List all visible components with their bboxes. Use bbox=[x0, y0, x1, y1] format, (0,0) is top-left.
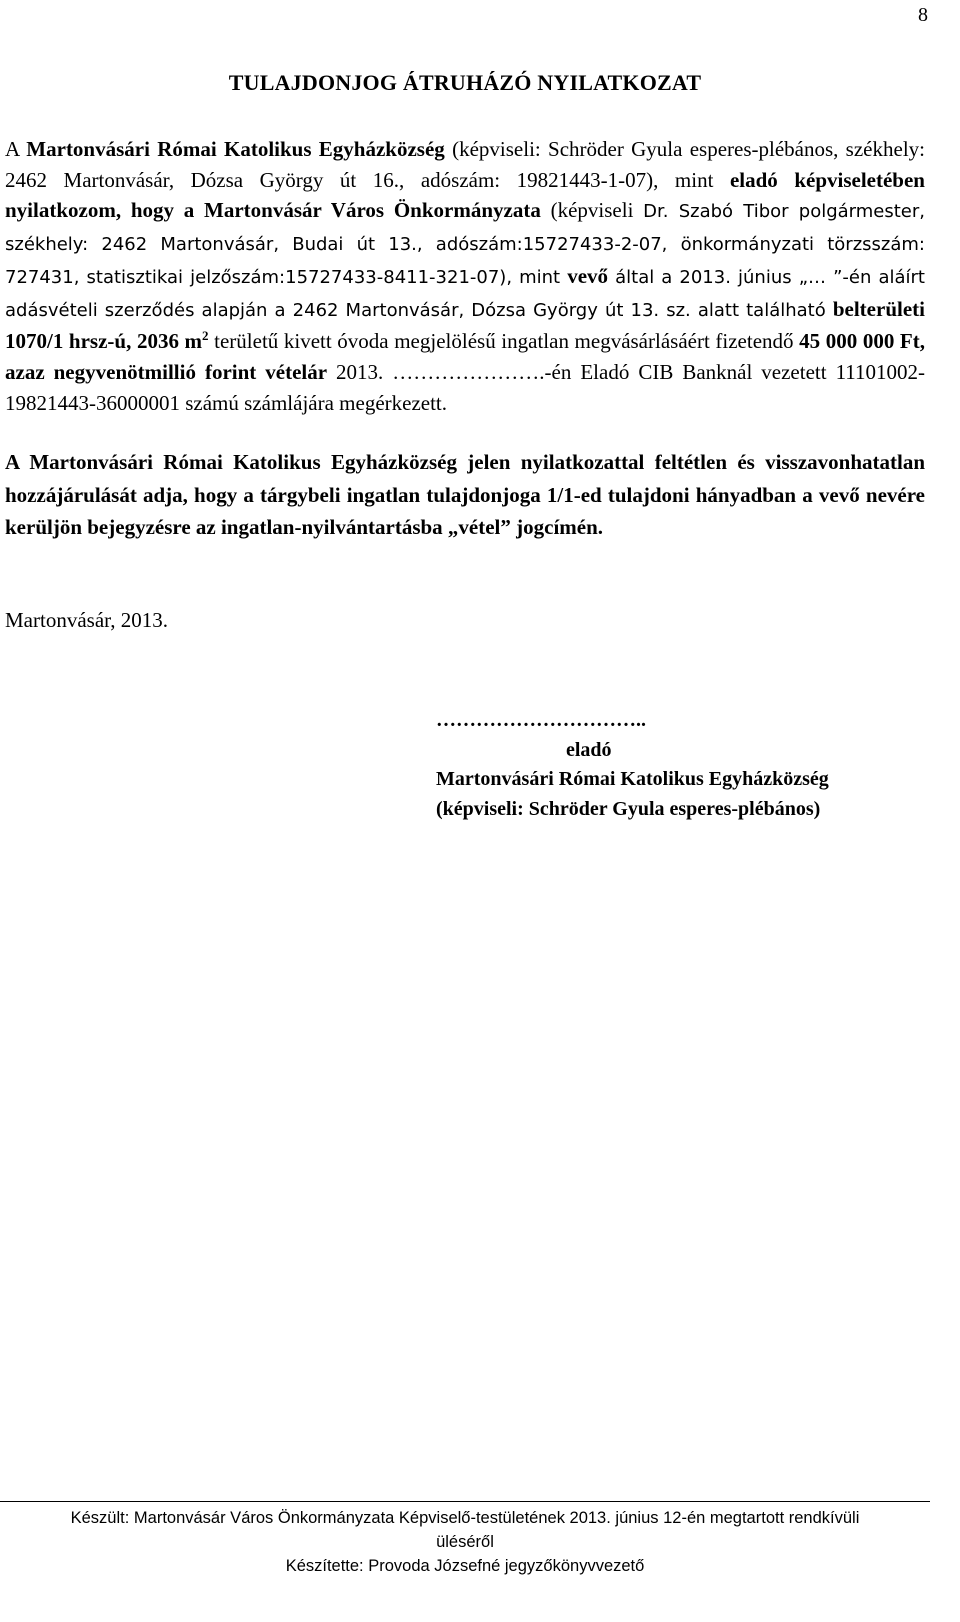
payment-details: 2013. ………………….-én Eladó CIB Banknál vezetett 11101002-19821443-36000001 számú számlájára megérkezett. bbox=[5, 359, 926, 415]
footer-line: Készítette: Provoda Józsefné jegyzőkönyvvezető bbox=[285, 1557, 645, 1575]
signature-name: Martonvásári Római Katolikus Egyházközség bbox=[436, 768, 829, 790]
signature-block bbox=[436, 706, 936, 824]
buyer-details: Dr. Szabó Tibor polgármester, székhely: 2462 Martonvásár, Budai út 13., adószám:15727433-2-07, önkormányzati törzsszám: 727431, statisztikai jelzőszám:15727433-8411-321-07), mint bbox=[5, 201, 925, 288]
place-date: Martonvásár, 2013. bbox=[5, 608, 169, 632]
purchase-price: 45 000 000 Ft, azaz negyvenötmillió forint vételár bbox=[5, 329, 925, 384]
seller-statement: eladó képviseletében nyilatkozom, hogy a Martonvásár Város Önkormányzata bbox=[5, 167, 925, 223]
footer-line: üléséről bbox=[436, 1533, 494, 1551]
paragraph-consent: A Martonvásári Római Katolikus Egyházközség jelen nyilatkozattal feltétlen és visszavonhatatlan hozzájárulását adja, hogy a tárgybeli ingatlan tulajdonjoga 1/1-ed tulajdoni hányadban a vevő nevére kerüljön bejegyzésre az ingatlan-nyilvántartásba „vétel” jogcímén. bbox=[5, 450, 925, 540]
footer-line: Készült: Martonvásár Város Önkormányzata Képviselő-testületének 2013. június 12-én megtartott rendkívüli bbox=[70, 1509, 860, 1527]
text-run: A bbox=[5, 137, 27, 161]
property-details: belterületi 1070/1 hrsz-ú, 2036 m bbox=[5, 296, 925, 354]
parish-name: Martonvásári Római Katolikus Egyházközség bbox=[26, 137, 445, 161]
page-footer bbox=[0, 1501, 930, 1622]
text-run: területű kivett óvoda megjelölésű ingatlan megvásárlásáért fizetendő bbox=[208, 329, 800, 354]
paragraph-declaration bbox=[5, 134, 925, 418]
text-run: (képviseli bbox=[540, 198, 644, 223]
page-number: 8 bbox=[918, 4, 928, 26]
contract-details: által a 2013. június „… ”-én aláírt adásvételi szerződés alapján a 2462 Martonvásár, Dózsa György út 13. sz. bbox=[5, 266, 925, 321]
signature-line: ………………………….. bbox=[436, 709, 646, 731]
area-superscript: 2 bbox=[202, 328, 209, 344]
text-run: (képviseli: Schröder Gyula esperes-plébános, székhely: 2462 Martonvásár, Dózsa György út 16., adószám: 19821443-1-07), mint bbox=[5, 137, 925, 192]
document-title: TULAJDONJOG ÁTRUHÁZÓ NYILATKOZAT bbox=[228, 70, 702, 95]
text-run: alatt található bbox=[690, 299, 833, 321]
signature-representative: (képviseli: Schröder Gyula esperes-plébános) bbox=[436, 797, 821, 820]
buyer-label: vevő bbox=[567, 263, 609, 288]
signature-role: eladó bbox=[566, 738, 612, 761]
